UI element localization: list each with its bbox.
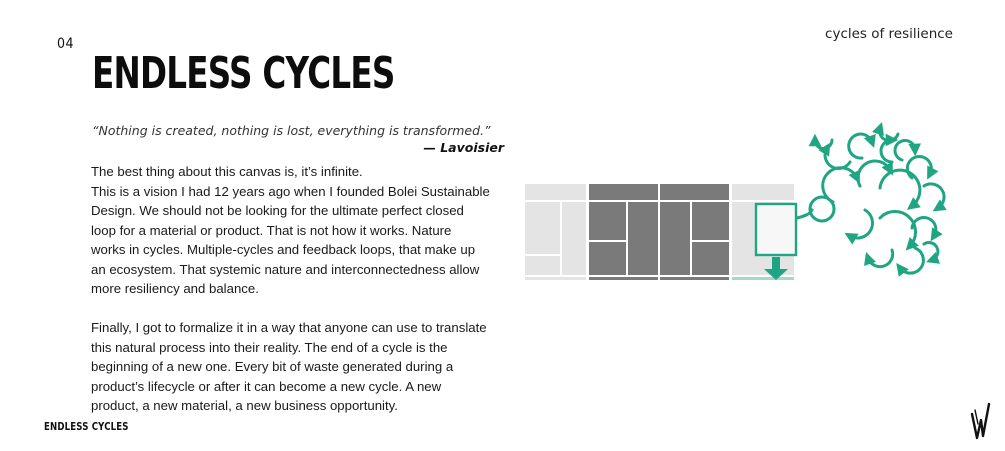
body-line: product’s lifecycle or after it can become a new cycle. A new [91, 378, 442, 394]
canvas-block-dark [660, 277, 729, 280]
cycle-loop [924, 184, 944, 208]
body-line: Design. We should not be looking for the ultimate perfect closed [91, 203, 464, 218]
canvas-block-light [732, 184, 794, 200]
body-line: loop for a material or product. That is not how it works. Nature [91, 222, 452, 238]
body-paragraph-2 [91, 318, 501, 416]
cycle-loops [797, 128, 944, 273]
cycle-loop [858, 161, 890, 186]
cycle-loop [849, 134, 872, 158]
page-title: ENDLESS CYCLES [92, 48, 395, 99]
footer-title: ENDLESS CYCLES [44, 420, 129, 433]
canvas-grid [525, 184, 794, 280]
canvas-block-dark [589, 277, 658, 280]
cycle-loop [880, 170, 920, 206]
body-line: this natural process into their reality. The end of a cycle is the [91, 339, 448, 355]
canvas-block-dark [692, 242, 729, 275]
canvas-block-dark [589, 184, 658, 200]
cycle-loop [823, 168, 857, 202]
body-line: beginning of a new one. Every bit of waste generated during a [91, 359, 454, 374]
cycles-canvas-diagram [520, 118, 960, 280]
cycle-loop [868, 250, 893, 267]
cycle-loop [850, 210, 873, 238]
waste-arrow-shaft [772, 257, 780, 269]
output-block [756, 204, 796, 255]
body-line: more resiliency and balance. [91, 281, 259, 296]
canvas-block-light [525, 184, 586, 200]
page-number: 04 [57, 36, 75, 52]
body-text [91, 162, 501, 435]
canvas-block-light [525, 256, 560, 275]
canvas-block-dark [660, 184, 729, 200]
canvas-block-light [525, 202, 560, 254]
signature-logo-icon [969, 400, 993, 442]
body-line: This is a vision I had 12 years ago when I founded Bolei Sustainable [91, 183, 490, 199]
cycle-loop [881, 140, 892, 162]
section-tag: cycles of resilience [825, 26, 953, 42]
cycle-loop [895, 140, 915, 160]
canvas-block-dark [660, 202, 690, 275]
quote-text: “Nothing is created, nothing is lost, everything is transformed.” [92, 123, 491, 138]
canvas-block-dark [692, 202, 729, 240]
canvas-block-light [562, 202, 586, 275]
cycle-loop [815, 140, 832, 149]
body-line: an ecosystem. That systemic nature and interconnectedness allow [91, 261, 480, 277]
cycle-loop [825, 148, 850, 168]
body-line: The best thing about this canvas is, it’s infinite. [91, 164, 363, 179]
cycle-loop [880, 128, 898, 140]
canvas-block-waste [732, 277, 794, 280]
canvas-block-dark [628, 202, 658, 275]
quote-author: — Lavoisier [423, 140, 504, 155]
cycle-loop [880, 211, 916, 246]
body-line: product, a new material, a new business opportunity. [91, 398, 398, 413]
canvas-block-dark [589, 242, 626, 275]
body-line: works in cycles. Multiple-cycles and feedback loops, that make up [91, 242, 476, 257]
body-paragraph-1 [91, 162, 501, 299]
canvas-block-light [525, 277, 586, 280]
cycle-loop [924, 243, 938, 260]
cycle-loop [900, 248, 923, 273]
body-line: Finally, I got to formalize it in a way that anyone can use to translate [91, 320, 487, 335]
canvas-block-dark [589, 202, 626, 240]
